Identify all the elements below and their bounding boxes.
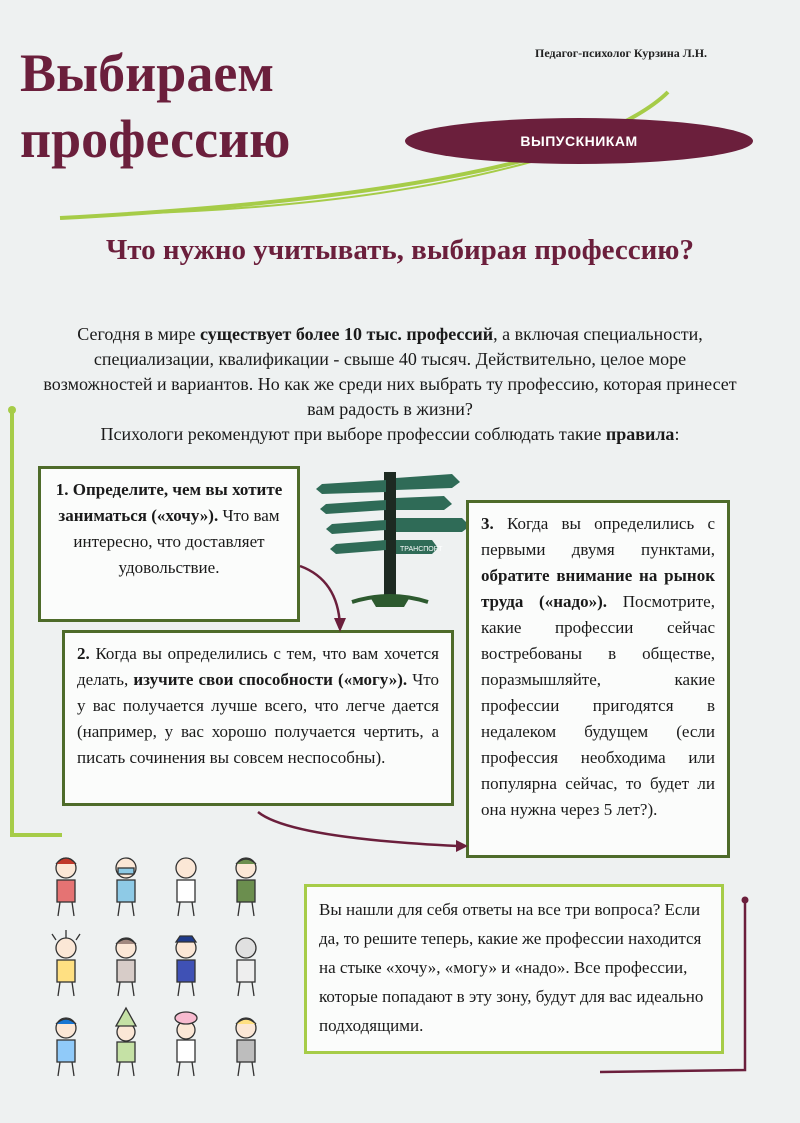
intro-paragraph	[40, 322, 740, 447]
rules-lead-colon: :	[674, 424, 680, 444]
page-title	[20, 40, 290, 172]
rule-box-1	[38, 466, 300, 622]
author-caption: Педагог-психолог Курзина Л.Н.	[535, 46, 708, 60]
rule-2-emphasis: изучите свои способности («могу»).	[133, 670, 408, 689]
intro-text: , а включая специальности, специализации, квалификации - свыше 40 тысяч. Действительно, целое море возможностей и вариантов. Но как же среди них выбрать ту профессию, которая принесет вам радость в жизни?	[43, 324, 737, 419]
intro-emphasis: существует более 10 тыс. профессий	[200, 324, 494, 344]
rule-2-text: Когда вы определились с тем, что вам хочется делать,	[77, 644, 439, 689]
title-line-1: Выбираем	[20, 43, 275, 103]
rules-lead-emphasis: правила	[605, 424, 675, 444]
rule-1-text: Что вам интересно, что доставляет удовольствие.	[73, 506, 280, 577]
rule-3-emphasis: обратите внимание на рынок труда («надо»).	[481, 566, 715, 611]
rule-3-text: Когда вы определились с первыми двумя пунктами,	[481, 514, 715, 559]
rule-1-heading: 1. Определите, чем вы хотите заниматься («хочу»).	[55, 480, 283, 525]
rule-box-2	[62, 630, 454, 806]
intro-text: Сегодня в мире	[77, 324, 200, 344]
rule-box-3	[466, 500, 730, 858]
signpost-illustration	[312, 462, 472, 612]
rule-3-number: 3.	[481, 514, 494, 533]
rule-2-text-end: Что у вас получается лучше всего, что легче дается (например, у вас хорошо получается чертить, а писать сочинения вы совсем неспособны).	[77, 670, 439, 767]
rules-lead-text: Психологи рекомендуют при выборе профессии соблюдать такие	[100, 424, 606, 444]
rule-2-number: 2.	[77, 644, 90, 663]
professions-illustration	[38, 848, 288, 1088]
title-line-2: профессию	[20, 109, 291, 169]
signpost-label: ТРАНСПОРТ	[400, 546, 443, 553]
conclusion-box: Вы нашли для себя ответы на все три вопроса? Если да, то решите теперь, какие же профессии находится на стыке «хочу», «могу» и «надо». Все профессии, которые попадают в эту зону, будут для вас идеально подходящими.	[304, 884, 724, 1054]
section-heading: Что нужно учитывать, выбирая профессию?	[106, 234, 694, 266]
rule-3-text-end: Посмотрите, какие профессии сейчас востребованы в обществе, поразмышляйте, какие профессии пригодятся в недалеком будущем (если профессия необходима или популярна сейчас, то будет ли она нужна через 5 лет?).	[481, 592, 715, 819]
audience-badge: ВЫПУСКНИКАМ	[405, 118, 753, 164]
